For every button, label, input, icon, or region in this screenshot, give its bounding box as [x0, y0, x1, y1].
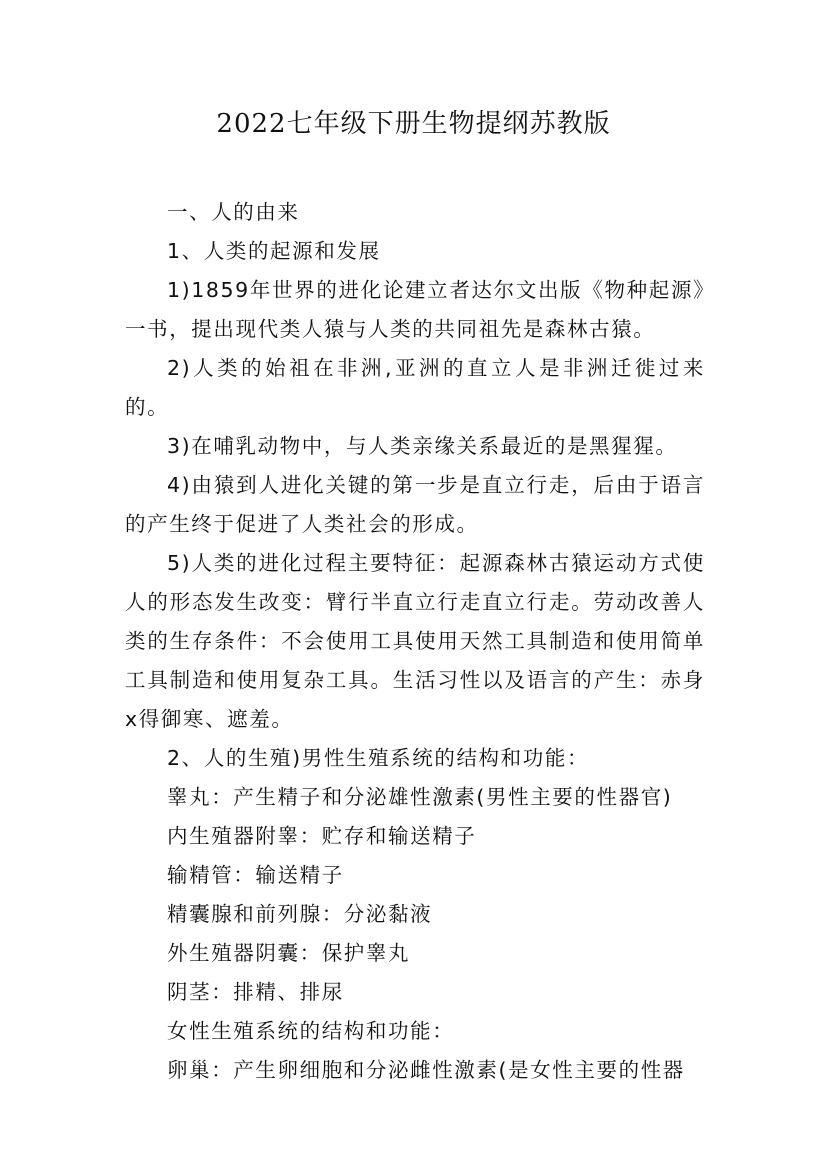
- paragraph: 外生殖器阴囊：保护睾丸: [167, 941, 411, 965]
- paragraph: 4)由猿到人进化关键的第一步是直立行走，后由于语言的产生终于促进了人类社会的形成。: [125, 473, 705, 536]
- subsection-heading: 1、人类的起源和发展: [167, 239, 381, 263]
- paragraph: 睾丸：产生精子和分泌雄性激素(男性主要的性器官): [167, 785, 673, 809]
- paragraph: 3)在哺乳动物中，与人类亲缘关系最近的是黑猩猩。: [167, 434, 678, 458]
- paragraph: 精囊腺和前列腺：分泌黏液: [167, 902, 433, 926]
- document-body: [125, 193, 705, 1090]
- paragraph: 输精管：输送精子: [167, 863, 344, 887]
- paragraph: 5)人类的进化过程主要特征：起源森林古猿运动方式使人的形态发生改变：臂行半直立行走直立行走。劳动改善人类的生存条件：不会使用工具使用天然工具制造和使用简单工具制造和使用复杂工具。生活习性以及语言的产生：赤身x得御寒、遮羞。: [125, 551, 705, 731]
- subsection-heading: 2、人的生殖)男性生殖系统的结构和功能：: [167, 746, 590, 770]
- paragraph: 女性生殖系统的结构和功能：: [167, 1019, 455, 1043]
- document-title: 2022七年级下册生物提纲苏教版: [216, 109, 611, 139]
- paragraph: 阴茎：排精、排尿: [167, 980, 344, 1004]
- paragraph: 1)1859年世界的进化论建立者达尔文出版《物种起源》一书，提出现代类人猿与人类的共同祖先是森林古猿。: [125, 278, 705, 341]
- paragraph: 内生殖器附睾：贮存和输送精子: [167, 824, 477, 848]
- paragraph: 2)人类的始祖在非洲,亚洲的直立人是非洲迁徙过来的。: [125, 356, 705, 419]
- paragraph: 卵巢：产生卵细胞和分泌雌性激素(是女性主要的性器: [167, 1058, 685, 1082]
- section-heading: 一、人的由来: [167, 200, 300, 224]
